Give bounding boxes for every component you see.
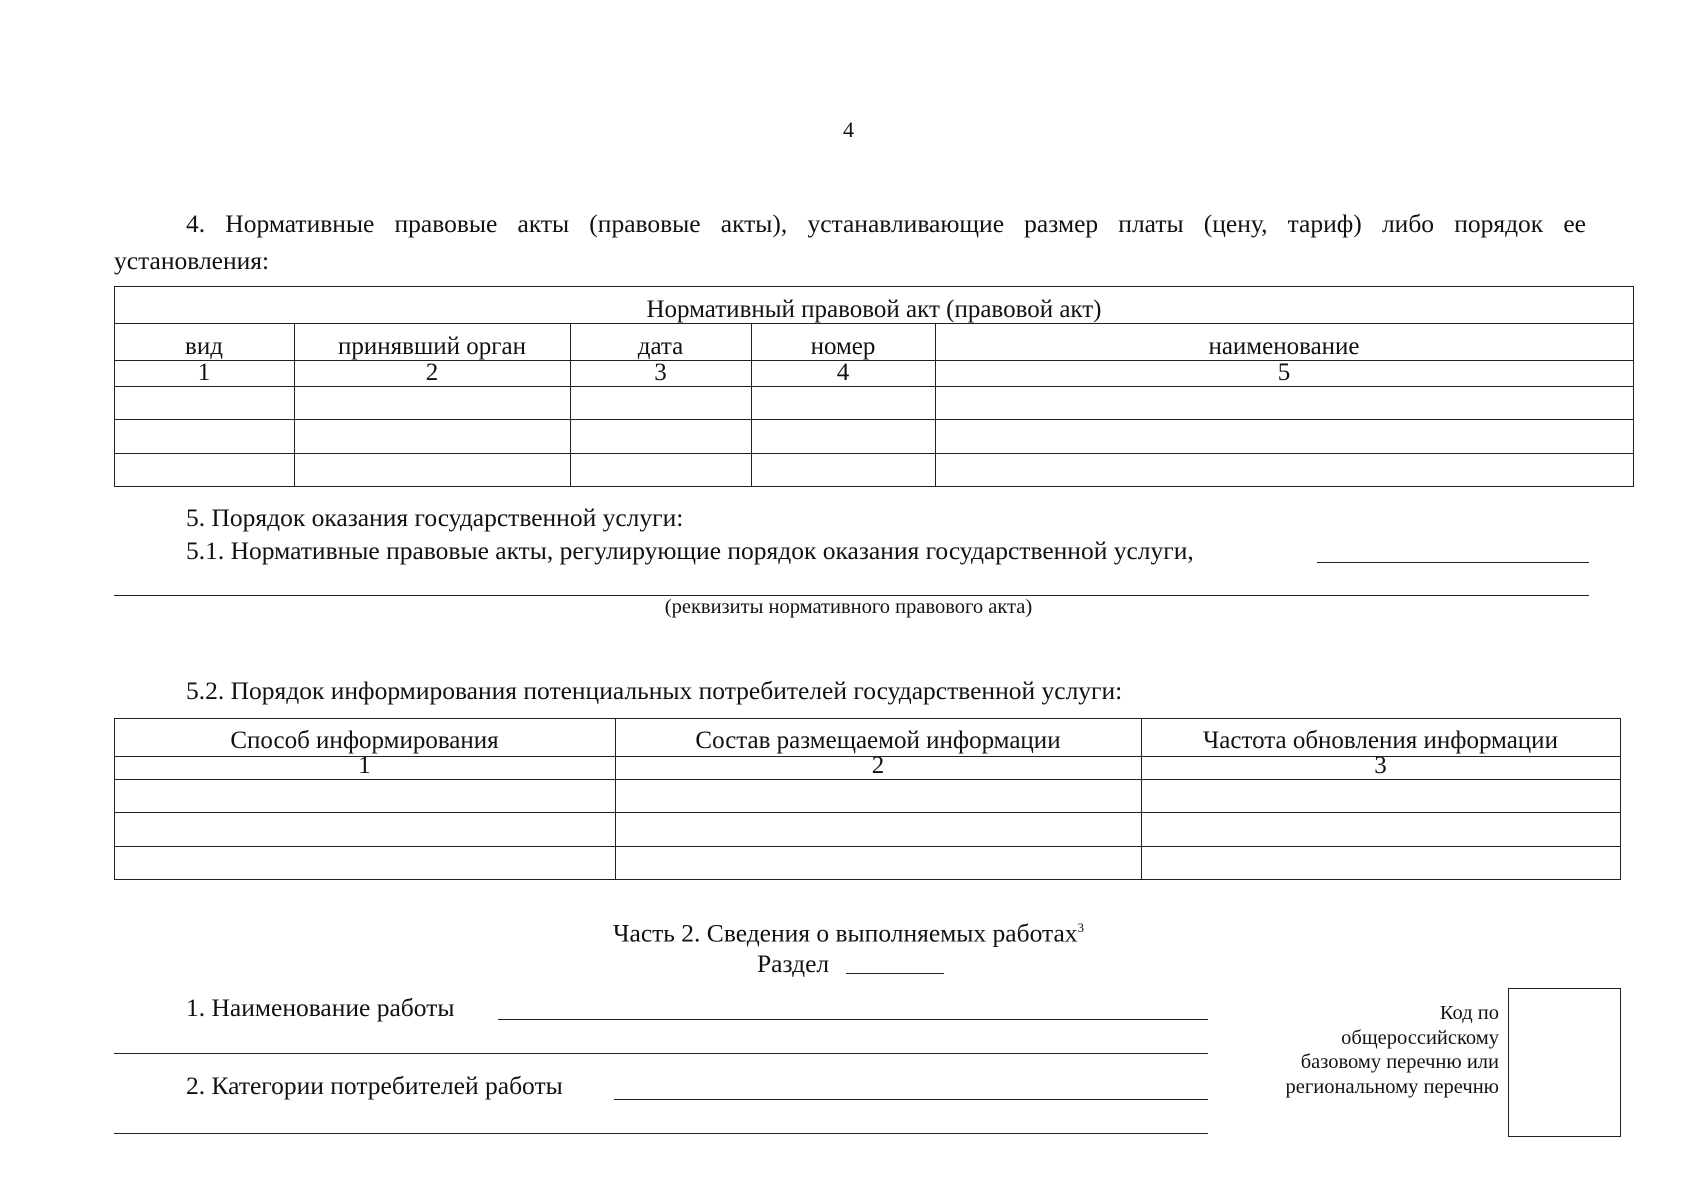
work-consumers-label: 2. Категории потребителей работы <box>186 1071 563 1100</box>
table1-num-3: 3 <box>654 359 667 386</box>
section5-1-fill-line <box>1317 562 1589 563</box>
section5-1-text: 5.1. Нормативные правовые акты, регулирующие порядок оказания государственной услуги, <box>186 536 1194 565</box>
work-name-fill-line-2 <box>114 1053 1208 1054</box>
table1-num-1: 1 <box>197 359 211 386</box>
razdel-label: Раздел <box>757 949 830 978</box>
part2-footnote-mark: 3 <box>1077 920 1085 935</box>
table2-col-frequency: Частота обновления информации <box>1203 727 1558 754</box>
page-number: 4 <box>843 117 854 142</box>
code-label-line3: базовому перечню или <box>1300 1051 1499 1073</box>
work-name-fill-line <box>498 1019 1208 1020</box>
table1-col-vid: вид <box>185 333 223 360</box>
table2-num-2: 2 <box>871 752 885 779</box>
table1-num-5: 5 <box>1277 359 1291 386</box>
code-label-line1: Код по <box>1439 1002 1499 1024</box>
code-label-line4: региональному перечню <box>1285 1075 1499 1098</box>
table2-col-method: Способ информирования <box>230 727 499 754</box>
code-label <box>1286 1001 1500 1099</box>
section5-1-caption: (реквизиты нормативного правового акта) <box>664 596 1033 618</box>
section5-2-text: 5.2. Порядок информирования потенциальных потребителей государственной услуги: <box>186 676 1123 705</box>
table1-header: Нормативный правовой акт (правовой акт) <box>646 296 1102 323</box>
work-consumers-fill-line <box>614 1099 1208 1100</box>
table1-col-data: дата <box>637 333 684 360</box>
table1-col-nomer: номер <box>810 333 876 360</box>
section5-title: 5. Порядок оказания государственной услуги: <box>186 503 684 532</box>
section4-text-line2: установления: <box>114 246 270 275</box>
table2-col-content: Состав размещаемой информации <box>695 727 1061 754</box>
work-name-label: 1. Наименование работы <box>186 993 455 1022</box>
table2-num-1: 1 <box>358 752 371 779</box>
table1-num-4: 4 <box>836 359 850 386</box>
section4-text-line1: 4. Нормативные правовые акты (правовые акты), устанавливающие размер платы (цену, тариф) либо порядок ее <box>186 209 1586 238</box>
part2-title-text: Часть 2. Сведения о выполняемых работах <box>612 918 1078 948</box>
part2-title <box>0 910 1697 951</box>
work-consumers-fill-line-2 <box>114 1133 1208 1134</box>
table2-num-3: 3 <box>1374 752 1387 779</box>
razdel-fill-line <box>846 973 944 974</box>
table1-col-organ: принявший орган <box>338 333 526 360</box>
code-box[interactable] <box>1508 988 1621 1137</box>
table1-num-2: 2 <box>425 359 439 386</box>
table1-col-name: наименование <box>1208 333 1360 360</box>
code-label-line2: общероссийскому <box>1341 1026 1499 1049</box>
